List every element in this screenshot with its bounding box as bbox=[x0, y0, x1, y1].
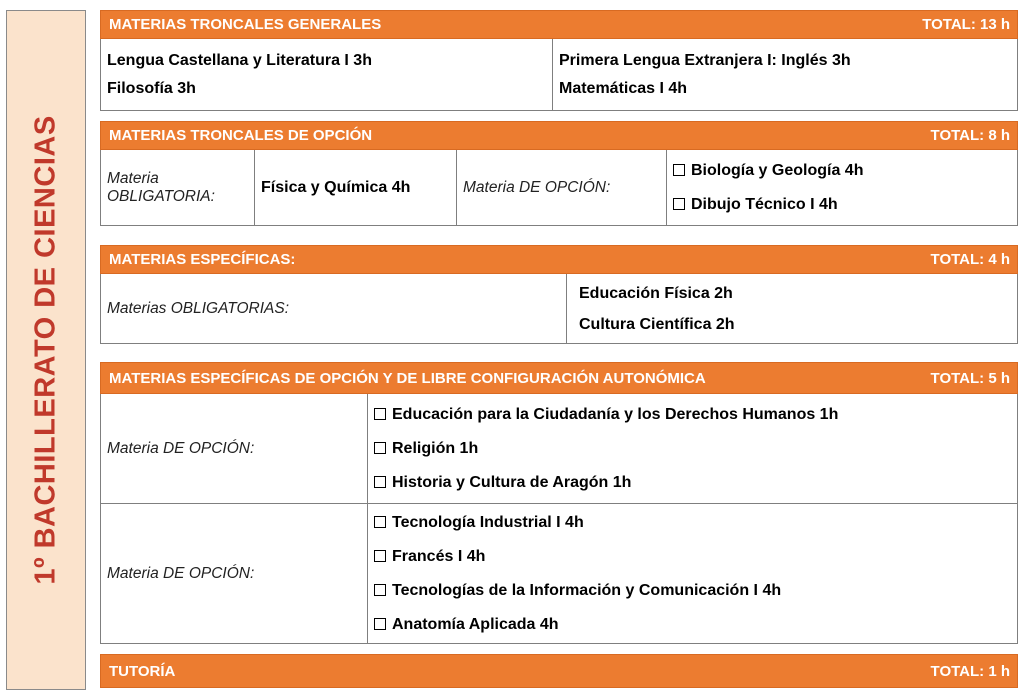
option-label: Educación para la Ciudadanía y los Derechos Humanos 1h bbox=[392, 405, 839, 423]
section-title: MATERIAS TRONCALES GENERALES bbox=[109, 16, 382, 33]
obligatoria-label: Materia OBLIGATORIA: bbox=[107, 169, 215, 205]
section-title: MATERIAS ESPECÍFICAS: bbox=[109, 251, 296, 268]
option-label: Dibujo Técnico I 4h bbox=[691, 195, 838, 213]
checkbox-icon[interactable] bbox=[374, 442, 386, 454]
section-tutoria bbox=[100, 654, 1018, 688]
opcion-options bbox=[666, 150, 1017, 225]
opcion-options bbox=[367, 504, 1017, 643]
checkbox-icon[interactable] bbox=[673, 198, 685, 210]
section-total: TOTAL: 1 h bbox=[930, 662, 1010, 680]
subject: Primera Lengua Extranjera I: Inglés 3h bbox=[559, 51, 851, 69]
option-label: Religión 1h bbox=[392, 439, 479, 457]
checkbox-icon[interactable] bbox=[673, 164, 685, 176]
section-body bbox=[100, 39, 1018, 111]
section-total: TOTAL: 8 h bbox=[930, 127, 1010, 144]
option-label: Tecnologías de la Información y Comunicación I 4h bbox=[392, 581, 782, 599]
left-subjects bbox=[101, 39, 552, 110]
checkbox-icon[interactable] bbox=[374, 476, 386, 488]
option-item[interactable] bbox=[673, 188, 1011, 222]
section-title: TUTORÍA bbox=[109, 662, 176, 680]
option-item[interactable] bbox=[673, 154, 1011, 188]
right-subjects bbox=[552, 39, 1017, 110]
option-group-1 bbox=[100, 394, 1018, 504]
opcion-label: Materia DE OPCIÓN: bbox=[107, 564, 255, 582]
section-troncales-generales bbox=[100, 10, 1018, 111]
subject: Cultura Científica 2h bbox=[579, 315, 735, 333]
option-label: Francés I 4h bbox=[392, 547, 486, 565]
option-item[interactable] bbox=[374, 574, 1011, 608]
obligatorias-label: Materias OBLIGATORIAS: bbox=[107, 299, 290, 317]
option-group-2 bbox=[100, 504, 1018, 644]
option-item[interactable] bbox=[374, 466, 1011, 500]
obligatoria-value: Física y Química 4h bbox=[254, 150, 456, 225]
section-header bbox=[100, 121, 1018, 150]
checkbox-icon[interactable] bbox=[374, 408, 386, 420]
side-banner bbox=[6, 10, 86, 690]
opcion-label: Materia DE OPCIÓN: bbox=[456, 150, 666, 225]
subject: Matemáticas I 4h bbox=[559, 79, 688, 97]
obligatorias-values bbox=[566, 274, 1017, 343]
section-especificas-libre bbox=[100, 362, 1018, 644]
checkbox-icon[interactable] bbox=[374, 550, 386, 562]
section-total: TOTAL: 5 h bbox=[930, 369, 1010, 387]
option-item[interactable] bbox=[374, 540, 1011, 574]
opcion-options bbox=[367, 394, 1017, 503]
checkbox-icon[interactable] bbox=[374, 516, 386, 528]
option-item[interactable] bbox=[374, 506, 1011, 540]
subject: Educación Física 2h bbox=[579, 284, 733, 302]
section-body bbox=[100, 150, 1018, 226]
section-header bbox=[100, 245, 1018, 274]
section-title: MATERIAS TRONCALES DE OPCIÓN bbox=[109, 127, 373, 144]
subject: Lengua Castellana y Literatura I 3h bbox=[107, 51, 372, 69]
side-title: 1º BACHILLERATO DE CIENCIAS bbox=[29, 115, 62, 585]
section-title: MATERIAS ESPECÍFICAS DE OPCIÓN Y DE LIBRE CONFIGURACIÓN AUTONÓMICA bbox=[109, 369, 706, 387]
section-header bbox=[100, 10, 1018, 39]
option-label: Historia y Cultura de Aragón 1h bbox=[392, 473, 632, 491]
option-label: Anatomía Aplicada 4h bbox=[392, 615, 559, 633]
option-item[interactable] bbox=[374, 432, 1011, 466]
section-especificas bbox=[100, 245, 1018, 344]
option-item[interactable] bbox=[374, 608, 1011, 642]
section-total: TOTAL: 13 h bbox=[922, 16, 1010, 33]
section-total: TOTAL: 4 h bbox=[930, 251, 1010, 268]
option-label: Biología y Geología 4h bbox=[691, 161, 864, 179]
section-body bbox=[100, 274, 1018, 344]
section-troncales-opcion bbox=[100, 121, 1018, 226]
checkbox-icon[interactable] bbox=[374, 584, 386, 596]
checkbox-icon[interactable] bbox=[374, 618, 386, 630]
section-header bbox=[100, 654, 1018, 688]
option-item[interactable] bbox=[374, 398, 1011, 432]
section-header bbox=[100, 362, 1018, 394]
opcion-label: Materia DE OPCIÓN: bbox=[107, 439, 255, 457]
option-label: Tecnología Industrial I 4h bbox=[392, 513, 584, 531]
subject: Filosofía 3h bbox=[107, 79, 196, 97]
